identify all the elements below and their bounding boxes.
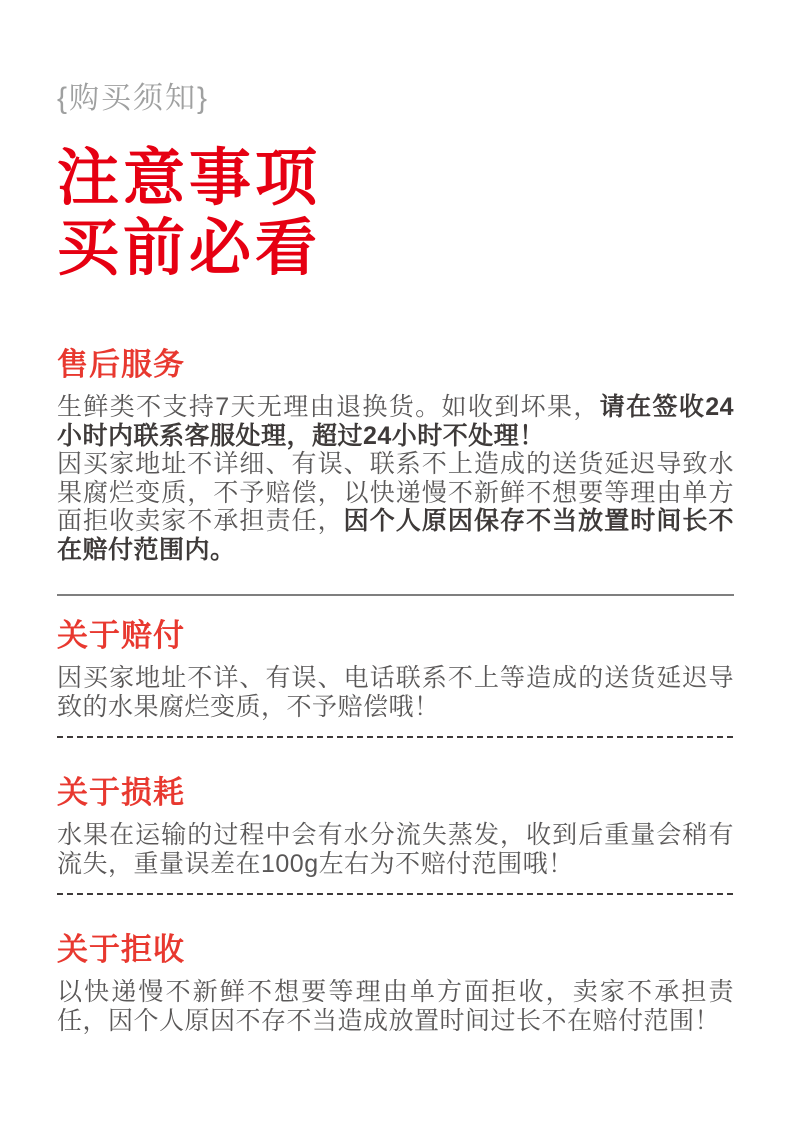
body-text: 以快递慢不新鲜不想要等理由单方面拒收，卖家不承担责任，因个人原因不存不当造成放置时间过长不在赔付范围！ — [57, 978, 734, 1035]
notice-section — [57, 931, 734, 1035]
section-divider-dashed — [57, 893, 734, 895]
body-text: 因买家地址不详细、有误、联系不上造成的送货延迟导致水果腐烂变质，不予赔偿，以快递慢不新鲜不想要等理由单方面拒收卖家不承担责任， — [57, 450, 734, 535]
section-heading: 关于拒收 — [57, 932, 185, 967]
section-body — [57, 664, 734, 721]
main-title — [57, 144, 734, 284]
section-heading: 关于赔付 — [57, 618, 185, 653]
section-divider-dashed — [57, 736, 734, 738]
body-text: 生鲜类不支持7天无理由退换货。如收到坏果， — [57, 393, 600, 421]
notice-sections — [57, 346, 734, 1035]
notice-section — [57, 346, 734, 564]
section-body — [57, 978, 734, 1035]
title-line-1: 注意事项 — [57, 144, 322, 213]
notice-section — [57, 774, 734, 878]
section-divider-solid — [57, 594, 734, 596]
section-body — [57, 821, 734, 878]
body-text: 水果在运输的过程中会有水分流失蒸发，收到后重量会稍有流失，重量误差在100g左右为不赔付范围哦！ — [57, 821, 734, 878]
title-line-2: 买前必看 — [57, 214, 322, 283]
section-heading: 关于损耗 — [57, 775, 185, 810]
section-heading: 售后服务 — [57, 347, 185, 382]
body-text-bold: 请在签收24小时内联系客服处理，超过24小时不处理！ — [57, 393, 734, 450]
body-text: 因买家地址不详、有误、电话联系不上等造成的送货延迟导致的水果腐烂变质，不予赔偿哦！ — [57, 664, 734, 721]
notice-section — [57, 617, 734, 721]
body-text-bold: 因个人原因保存不当放置时间长不在赔付范围内。 — [57, 507, 734, 564]
purchase-notice-tag: {购买须知} — [57, 82, 210, 115]
section-body — [57, 393, 734, 564]
